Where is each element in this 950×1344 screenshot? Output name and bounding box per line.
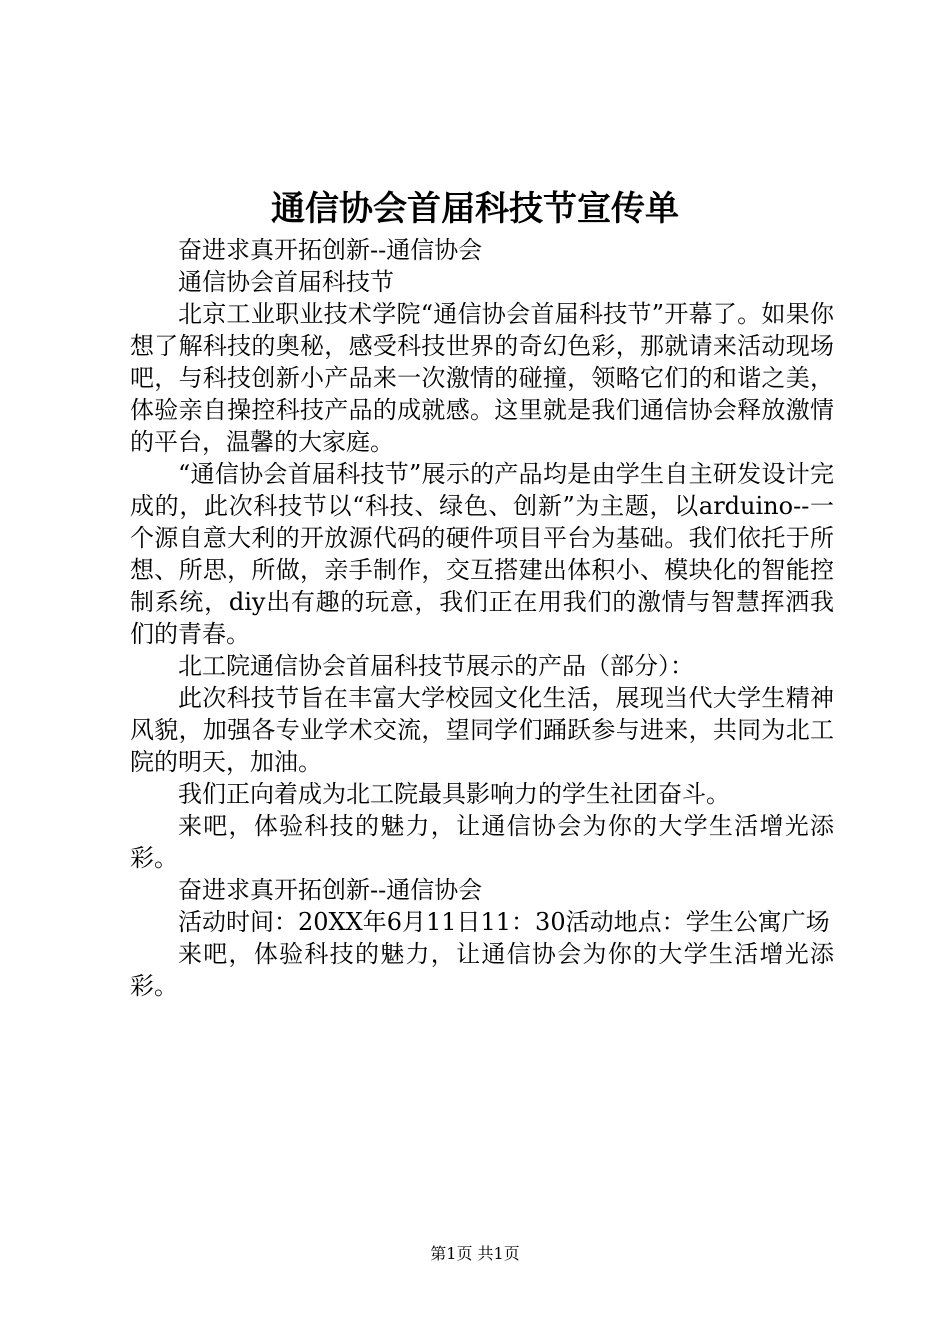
- products-paragraph: “通信协会首届科技节”展示的产品均是由学生自主研发设计完成的，此次科技节以“科技、绿色、创新”为主题，以arduino--一个源自意大利的开放源代码的硬件项目平台为基础。我们依托于所想、所思，所做，亲手制作，交互搭建出体积小、模块化的智能控制系统，diy出有趣的玩意，我们正在用我们的激情与智慧挥洒我们的青春。: [130, 460, 834, 648]
- time-location-paragraph: 活动时间：20XX年6月11日11：30活动地点：学生公寓广场: [178, 908, 830, 936]
- document-body: [130, 234, 834, 1002]
- invitation-paragraph: 来吧，体验科技的魅力，让通信协会为你的大学生活增光添彩。: [130, 812, 834, 872]
- invitation-paragraph-repeat: 来吧，体验科技的魅力，让通信协会为你的大学生活增光添彩。: [130, 940, 834, 1000]
- intro-paragraph: 北京工业职业技术学院“通信协会首届科技节”开幕了。如果你想了解科技的奥秘，感受科技世界的奇幻色彩，那就请来活动现场吧，与科技创新小产品来一次激情的碰撞，领略它们的和谐之美，体验亲自操控科技产品的成就感。这里就是我们通信协会释放激情的平台，温馨的大家庭。: [130, 300, 834, 456]
- slogan-paragraph: 奋进求真开拓创新--通信协会: [178, 236, 483, 264]
- page-footer: 第1页 共1页: [430, 1244, 520, 1263]
- goal-paragraph: 我们正向着成为北工院最具影响力的学生社团奋斗。: [178, 780, 730, 808]
- document-title: 通信协会首届科技节宣传单: [271, 189, 679, 229]
- products-heading-paragraph: 北工院通信协会首届科技节展示的产品（部分）：: [178, 652, 694, 680]
- purpose-paragraph: 此次科技节旨在丰富大学校园文化生活，展现当代大学生精神风貌，加强各专业学术交流，望同学们踊跃参与进来，共同为北工院的明天，加油。: [130, 684, 834, 776]
- event-name-paragraph: 通信协会首届科技节: [178, 268, 394, 296]
- slogan-paragraph-repeat: 奋进求真开拓创新--通信协会: [178, 876, 483, 904]
